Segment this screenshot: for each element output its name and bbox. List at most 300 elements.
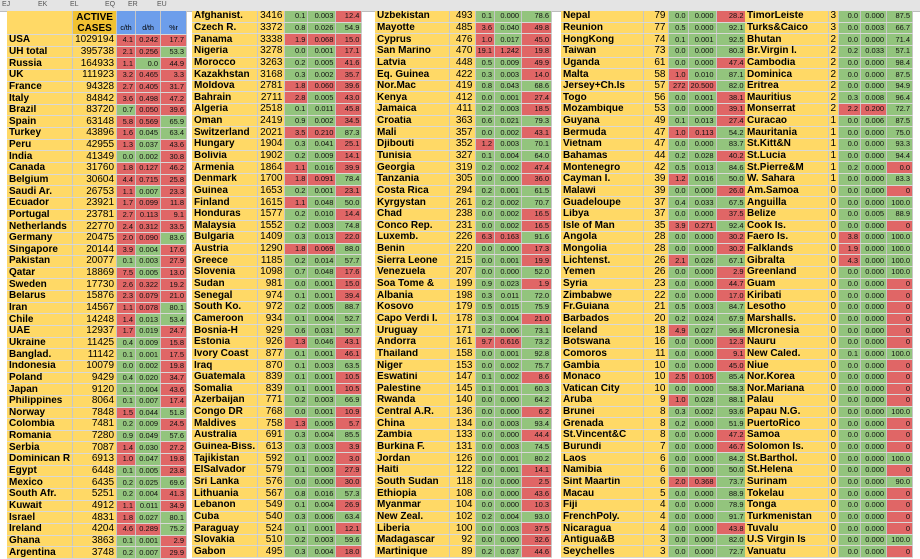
active-cases-value[interactable]: 549 [258, 499, 285, 511]
cases-per-thousand[interactable]: 0.0 [668, 336, 688, 348]
country-name[interactable]: USA [7, 35, 73, 47]
deaths-per-thousand[interactable]: 0.000 [861, 267, 887, 279]
cases-per-thousand[interactable]: 0.0 [839, 34, 861, 46]
cases-per-thousand[interactable]: 0.3 [839, 92, 861, 104]
recovered-percent[interactable]: 0 [887, 313, 913, 325]
table-row[interactable] [561, 546, 746, 558]
country-name[interactable]: Nicaragua [561, 523, 643, 535]
deaths-per-thousand[interactable]: 0.000 [688, 11, 716, 22]
table-row[interactable] [192, 22, 362, 34]
country-name[interactable]: Malawi [561, 185, 643, 197]
deaths-per-thousand[interactable]: 0.016 [308, 488, 336, 500]
country-name[interactable]: France [7, 81, 73, 93]
country-name[interactable]: Kiribati [745, 290, 828, 302]
country-name[interactable]: UAE [7, 326, 73, 338]
recovered-percent[interactable]: 30.2 [716, 232, 746, 244]
cases-per-thousand[interactable]: 1.3 [285, 336, 308, 348]
deaths-per-thousand[interactable]: 0.000 [688, 523, 716, 535]
deaths-per-thousand[interactable]: 0.465 [136, 69, 161, 81]
table-row[interactable] [192, 34, 362, 46]
sub-header-2[interactable]: %r [161, 11, 187, 35]
deaths-per-thousand[interactable]: 0.011 [308, 104, 336, 116]
deaths-per-thousand[interactable]: 0.037 [495, 546, 522, 558]
cases-per-thousand[interactable]: 0.0 [668, 348, 688, 360]
country-name[interactable]: Ukraine [7, 337, 73, 349]
active-cases-value[interactable]: 1185 [258, 255, 285, 267]
cases-per-thousand[interactable]: 0.0 [839, 441, 861, 453]
table-row[interactable] [7, 197, 187, 209]
country-name[interactable]: Yemen [561, 267, 643, 279]
cases-per-thousand[interactable]: 0.2 [117, 488, 136, 500]
deaths-per-thousand[interactable]: 0.000 [688, 546, 716, 558]
country-name[interactable]: Gibralta [745, 255, 828, 267]
deaths-per-thousand[interactable]: 0.000 [861, 220, 887, 232]
country-name[interactable]: Falklands [745, 243, 828, 255]
deaths-per-thousand[interactable]: 0.000 [861, 441, 887, 453]
country-name[interactable]: Indonesia [7, 360, 73, 372]
active-cases-value[interactable]: 145 [449, 383, 475, 395]
recovered-percent[interactable]: 9.1 [716, 348, 746, 360]
country-name[interactable]: Finland [192, 197, 258, 209]
deaths-per-thousand[interactable]: 0.000 [861, 80, 887, 92]
active-cases-value[interactable]: 49 [643, 115, 668, 127]
recovered-percent[interactable]: 93.3 [887, 139, 913, 151]
active-cases-value[interactable]: 238 [449, 208, 475, 220]
table-row[interactable] [192, 220, 362, 232]
country-name[interactable]: Venezuela [375, 267, 449, 279]
cases-per-thousand[interactable]: 0.0 [839, 534, 861, 546]
cases-per-thousand[interactable]: 0.0 [668, 546, 688, 558]
cases-per-thousand[interactable]: 0.1 [285, 313, 308, 325]
active-cases-value[interactable]: 84842 [73, 93, 117, 105]
deaths-per-thousand[interactable]: 0.007 [136, 547, 161, 559]
cases-per-thousand[interactable]: 0.2 [475, 185, 495, 197]
active-cases-value[interactable]: 22770 [73, 221, 117, 233]
recovered-percent[interactable]: 64.2 [522, 395, 552, 407]
country-name[interactable]: Aruba [561, 395, 643, 407]
country-name[interactable]: U.S Virgin Is [745, 534, 828, 546]
recovered-percent[interactable]: 51.8 [161, 407, 187, 419]
country-name[interactable]: South Afr. [7, 488, 73, 500]
cases-per-thousand[interactable]: 0.0 [839, 418, 861, 430]
deaths-per-thousand[interactable]: 0.0 [136, 58, 161, 70]
deaths-per-thousand[interactable]: 0.069 [308, 243, 336, 255]
table-row[interactable] [375, 348, 552, 360]
active-cases-value[interactable]: 0 [828, 220, 839, 232]
deaths-per-thousand[interactable]: 0.013 [688, 162, 716, 174]
cases-per-thousand[interactable]: 1.0 [668, 395, 688, 407]
recovered-percent[interactable]: 17.6 [161, 244, 187, 256]
cases-per-thousand[interactable]: 0.0 [668, 383, 688, 395]
deaths-per-thousand[interactable]: 0.289 [136, 523, 161, 535]
deaths-per-thousand[interactable]: 0.000 [495, 430, 522, 442]
recovered-percent[interactable]: 88.0 [336, 243, 362, 255]
table-row[interactable] [192, 325, 362, 337]
deaths-per-thousand[interactable]: 0.113 [688, 127, 716, 139]
active-cases-value[interactable]: 4 [643, 523, 668, 535]
table-row[interactable] [192, 80, 362, 92]
table-row[interactable] [561, 371, 746, 383]
deaths-per-thousand[interactable]: 0.020 [136, 372, 161, 384]
active-cases-value[interactable]: 89 [449, 546, 475, 558]
active-cases-value[interactable]: 3 [828, 22, 839, 34]
recovered-percent[interactable]: 88.9 [716, 488, 746, 500]
table-row[interactable] [192, 371, 362, 383]
country-name[interactable]: Canada [7, 163, 73, 175]
active-cases-value[interactable]: 171 [449, 325, 475, 337]
recovered-percent[interactable]: 73.2 [522, 336, 552, 348]
table-row[interactable] [192, 488, 362, 500]
table-row[interactable] [745, 476, 913, 488]
cases-per-thousand[interactable]: 0.0 [839, 511, 861, 523]
table-row[interactable] [745, 162, 913, 174]
deaths-per-thousand[interactable]: 0.003 [495, 139, 522, 151]
recovered-percent[interactable]: 17.5 [161, 349, 187, 361]
recovered-percent[interactable]: 0 [887, 302, 913, 314]
deaths-per-thousand[interactable]: 0.001 [495, 464, 522, 476]
cases-per-thousand[interactable]: 0.0 [668, 208, 688, 220]
active-cases-value[interactable]: 22 [643, 290, 668, 302]
active-cases-value[interactable]: 4204 [73, 523, 117, 535]
table-row[interactable] [561, 511, 746, 523]
cases-per-thousand[interactable]: 3.2 [117, 69, 136, 81]
table-row[interactable] [745, 395, 913, 407]
country-name[interactable]: Morocco [192, 57, 258, 69]
table-row[interactable] [745, 243, 913, 255]
country-name[interactable]: Slovakia [192, 534, 258, 546]
recovered-percent[interactable]: 80.1 [161, 302, 187, 314]
country-name[interactable]: Greenland [745, 267, 828, 279]
recovered-percent[interactable]: 83.6 [161, 232, 187, 244]
country-name[interactable]: St.Pierre&M [745, 162, 828, 174]
cases-per-thousand[interactable]: 0.0 [668, 430, 688, 442]
col-letter[interactable]: EK [38, 1, 48, 8]
recovered-percent[interactable]: 69.6 [161, 477, 187, 489]
cases-per-thousand[interactable]: 0.2 [285, 220, 308, 232]
cases-per-thousand[interactable]: 0.0 [839, 453, 861, 465]
deaths-per-thousand[interactable]: 0.000 [861, 383, 887, 395]
table-row[interactable] [375, 302, 552, 314]
recovered-percent[interactable]: 0 [887, 546, 913, 558]
recovered-percent[interactable]: 57.6 [161, 430, 187, 442]
country-name[interactable]: Br.Virgin I. [745, 45, 828, 57]
deaths-per-thousand[interactable]: 0.043 [495, 80, 522, 92]
active-cases-value[interactable]: 1029194 [73, 35, 117, 47]
recovered-percent[interactable]: 14.1 [336, 150, 362, 162]
table-row[interactable] [375, 499, 552, 511]
cases-per-thousand[interactable]: 3.8 [839, 232, 861, 244]
table-row[interactable] [745, 267, 913, 279]
cases-per-thousand[interactable]: 0.0 [475, 173, 495, 185]
cases-per-thousand[interactable]: 2.2 [839, 104, 861, 116]
table-row[interactable] [561, 336, 746, 348]
country-name[interactable]: Austria [192, 243, 258, 255]
country-name[interactable]: Togo [561, 92, 643, 104]
country-name[interactable]: Vanuatu [745, 546, 828, 558]
cases-per-thousand[interactable]: 0.4 [117, 337, 136, 349]
cases-per-thousand[interactable]: 1.6 [117, 128, 136, 140]
cases-per-thousand[interactable]: 2.6 [117, 279, 136, 291]
deaths-per-thousand[interactable]: 0.000 [688, 290, 716, 302]
deaths-per-thousand[interactable]: 0.002 [136, 360, 161, 372]
cases-per-thousand[interactable]: 0.1 [839, 348, 861, 360]
table-row[interactable] [745, 255, 913, 267]
country-name[interactable]: Argentina [7, 547, 73, 559]
active-cases-value[interactable]: 0 [828, 441, 839, 453]
table-row[interactable] [375, 511, 552, 523]
table-row[interactable] [561, 278, 746, 290]
country-name[interactable]: Portugal [7, 209, 73, 221]
recovered-percent[interactable]: 17.3 [522, 243, 552, 255]
country-name[interactable]: Bermuda [561, 127, 643, 139]
country-name[interactable]: Italy [7, 93, 73, 105]
table-row[interactable] [375, 45, 552, 57]
active-cases-value[interactable]: 8 [643, 406, 668, 418]
country-name[interactable]: Malaysia [192, 220, 258, 232]
active-cases-value[interactable]: 30604 [73, 174, 117, 186]
recovered-percent[interactable]: 23.8 [161, 465, 187, 477]
deaths-per-thousand[interactable]: 0.000 [861, 453, 887, 465]
active-cases-value[interactable]: 42 [643, 162, 668, 174]
active-cases-value[interactable]: 2 [828, 45, 839, 57]
table-row[interactable] [561, 185, 746, 197]
cases-per-thousand[interactable]: 1.4 [117, 314, 136, 326]
cases-per-thousand[interactable]: 0.2 [668, 150, 688, 162]
recovered-percent[interactable]: 24.5 [161, 419, 187, 431]
table-row[interactable] [375, 162, 552, 174]
country-name[interactable]: Croatia [375, 115, 449, 127]
active-cases-value[interactable]: 758 [258, 418, 285, 430]
table-row[interactable] [7, 209, 187, 221]
recovered-percent[interactable]: 78.6 [522, 11, 552, 22]
country-name[interactable]: Grenada [561, 418, 643, 430]
deaths-per-thousand[interactable]: 0.027 [136, 512, 161, 524]
cases-per-thousand[interactable]: 2.0 [668, 476, 688, 488]
recovered-percent[interactable]: 19.8 [161, 454, 187, 466]
table-row[interactable] [561, 488, 746, 500]
deaths-per-thousand[interactable]: 0.011 [495, 290, 522, 302]
country-name[interactable]: Costa Rica [375, 185, 449, 197]
deaths-per-thousand[interactable]: 0.002 [136, 151, 161, 163]
country-name[interactable]: Panama [192, 34, 258, 46]
active-cases-value[interactable]: 37 [643, 197, 668, 209]
cases-per-thousand[interactable]: 0.4 [668, 197, 688, 209]
cases-per-thousand[interactable]: 0.3 [285, 430, 308, 442]
cases-per-thousand[interactable]: 1.1 [117, 186, 136, 198]
table-row[interactable] [745, 546, 913, 558]
country-name[interactable]: Mozambique [561, 104, 643, 116]
recovered-percent[interactable]: 41.3 [161, 488, 187, 500]
table-row[interactable] [7, 442, 187, 454]
deaths-per-thousand[interactable]: 0.000 [688, 278, 716, 290]
country-name[interactable]: Antigua&B [561, 534, 643, 546]
table-row[interactable] [375, 488, 552, 500]
cases-per-thousand[interactable]: 0.7 [285, 267, 308, 279]
table-row[interactable] [192, 348, 362, 360]
recovered-percent[interactable]: 47.2 [161, 93, 187, 105]
recovered-percent[interactable]: 15.8 [161, 337, 187, 349]
country-name[interactable]: India [7, 151, 73, 163]
recovered-percent[interactable]: 5.7 [336, 418, 362, 430]
active-cases-value[interactable]: 77 [643, 22, 668, 34]
country-name[interactable]: Barbados [561, 313, 643, 325]
country-name[interactable]: Afghanist. [192, 11, 258, 22]
country-name[interactable]: Guinea-Biss. [192, 441, 258, 453]
recovered-percent[interactable]: 43.1 [336, 336, 362, 348]
cases-per-thousand[interactable]: 0.0 [839, 11, 861, 22]
cases-per-thousand[interactable]: 0.2 [285, 534, 308, 546]
deaths-per-thousand[interactable]: 0.000 [861, 511, 887, 523]
country-name[interactable]: Sri Lanka [192, 476, 258, 488]
cases-per-thousand[interactable]: 0.0 [668, 267, 688, 279]
table-row[interactable] [192, 255, 362, 267]
recovered-percent[interactable]: 85.5 [336, 430, 362, 442]
cases-per-thousand[interactable]: 0.2 [839, 45, 861, 57]
deaths-per-thousand[interactable]: 0.099 [136, 197, 161, 209]
active-cases-value[interactable]: 448 [449, 57, 475, 69]
cases-per-thousand[interactable]: 1.0 [117, 454, 136, 466]
deaths-per-thousand[interactable]: 0.004 [136, 244, 161, 256]
active-cases-value[interactable]: 419 [449, 80, 475, 92]
country-name[interactable]: Eritrea [745, 80, 828, 92]
table-row[interactable] [375, 546, 552, 558]
country-name[interactable]: Botswana [561, 336, 643, 348]
recovered-percent[interactable]: 94.9 [887, 80, 913, 92]
recovered-percent[interactable]: 90.0 [887, 476, 913, 488]
deaths-per-thousand[interactable]: 0.004 [308, 546, 336, 558]
deaths-per-thousand[interactable]: 0.000 [861, 360, 887, 372]
country-name[interactable]: ElSalvador [192, 464, 258, 476]
table-row[interactable] [375, 80, 552, 92]
recovered-percent[interactable]: 22.0 [336, 232, 362, 244]
cases-per-thousand[interactable]: 3.9 [117, 244, 136, 256]
deaths-per-thousand[interactable]: 0.000 [861, 185, 887, 197]
cases-per-thousand[interactable]: 0.1 [475, 371, 495, 383]
cases-per-thousand[interactable]: 3.6 [117, 93, 136, 105]
recovered-percent[interactable]: 60.3 [522, 383, 552, 395]
country-name[interactable]: Tajikistan [192, 453, 258, 465]
active-cases-value[interactable]: 53 [643, 104, 668, 116]
table-row[interactable] [192, 395, 362, 407]
cases-per-thousand[interactable]: 0.0 [475, 348, 495, 360]
cases-per-thousand[interactable]: 0.0 [668, 104, 688, 116]
deaths-per-thousand[interactable]: 0.000 [495, 173, 522, 185]
table-row[interactable] [7, 535, 187, 547]
active-cases-value[interactable]: 2021 [258, 127, 285, 139]
deaths-per-thousand[interactable]: 0.000 [861, 278, 887, 290]
deaths-per-thousand[interactable]: 0.000 [861, 255, 887, 267]
active-cases-value[interactable]: 839 [258, 371, 285, 383]
deaths-per-thousand[interactable]: 0.000 [861, 162, 887, 174]
deaths-per-thousand[interactable]: 0.000 [861, 139, 887, 151]
cases-per-thousand[interactable]: 0.2 [285, 150, 308, 162]
table-row[interactable] [561, 11, 746, 22]
cases-per-thousand[interactable]: 7.5 [117, 267, 136, 279]
cases-per-thousand[interactable]: 4.1 [117, 35, 136, 47]
country-name[interactable]: Honduras [192, 208, 258, 220]
active-cases-value[interactable]: 47 [643, 139, 668, 151]
deaths-per-thousand[interactable]: 0.000 [495, 243, 522, 255]
cases-per-thousand[interactable]: 0.3 [285, 441, 308, 453]
cases-per-thousand[interactable]: 0.1 [285, 371, 308, 383]
deaths-per-thousand[interactable]: 0.009 [136, 419, 161, 431]
country-name[interactable]: Nepal [561, 11, 643, 22]
table-row[interactable] [745, 348, 913, 360]
country-name[interactable]: Bulgaria [192, 232, 258, 244]
table-row[interactable] [745, 197, 913, 209]
table-row[interactable] [192, 57, 362, 69]
active-cases-value[interactable]: 0 [828, 243, 839, 255]
active-cases-value[interactable]: 226 [449, 232, 475, 244]
country-name[interactable]: Jersey+Ch.Is [561, 80, 643, 92]
cases-per-thousand[interactable]: 0.2 [117, 477, 136, 489]
country-name[interactable]: Seychelles [561, 546, 643, 558]
active-cases-value[interactable]: 179 [449, 302, 475, 314]
deaths-per-thousand[interactable]: 0.113 [136, 209, 161, 221]
cases-per-thousand[interactable]: 0.0 [839, 476, 861, 488]
country-name[interactable]: Malta [561, 69, 643, 81]
deaths-per-thousand[interactable]: 0.000 [688, 499, 716, 511]
recovered-percent[interactable]: 96.8 [716, 325, 746, 337]
deaths-per-thousand[interactable]: 0.005 [308, 302, 336, 314]
table-row[interactable] [561, 162, 746, 174]
table-row[interactable] [7, 384, 187, 396]
cases-per-thousand[interactable]: 4.3 [839, 255, 861, 267]
table-row[interactable] [192, 243, 362, 255]
country-name[interactable]: Denmark [192, 173, 258, 185]
recovered-percent[interactable]: 67.5 [716, 197, 746, 209]
cases-per-thousand[interactable]: 2.4 [117, 221, 136, 233]
cases-per-thousand[interactable]: 0.2 [285, 395, 308, 407]
table-row[interactable] [745, 220, 913, 232]
active-cases-value[interactable]: 5 [643, 488, 668, 500]
active-cases-value[interactable]: 261 [449, 197, 475, 209]
deaths-per-thousand[interactable]: 0.000 [861, 464, 887, 476]
recovered-percent[interactable]: 18.5 [522, 104, 552, 116]
table-row[interactable] [375, 173, 552, 185]
recovered-percent[interactable]: 51.9 [716, 418, 746, 430]
active-cases-value[interactable]: 133 [449, 430, 475, 442]
recovered-percent[interactable]: 43.6 [522, 488, 552, 500]
deaths-per-thousand[interactable]: 0.000 [861, 546, 887, 558]
table-row[interactable] [561, 232, 746, 244]
table-row[interactable] [192, 267, 362, 279]
active-cases-value[interactable]: 0 [828, 336, 839, 348]
active-cases-value[interactable]: 510 [258, 534, 285, 546]
table-row[interactable] [192, 523, 362, 535]
cases-per-thousand[interactable]: 0.2 [475, 546, 495, 558]
recovered-percent[interactable]: 8.6 [522, 371, 552, 383]
table-row[interactable] [561, 302, 746, 314]
table-row[interactable] [561, 290, 746, 302]
active-cases-value[interactable]: 3338 [258, 34, 285, 46]
country-name[interactable]: Dominican R [7, 454, 73, 466]
country-name[interactable]: Luxemb. [375, 232, 449, 244]
country-name[interactable]: Slovenia [192, 267, 258, 279]
table-row[interactable] [375, 255, 552, 267]
sub-header-1[interactable]: d/th [136, 11, 161, 35]
cases-per-thousand[interactable]: 0.0 [839, 208, 861, 220]
cases-per-thousand[interactable]: 0.1 [668, 115, 688, 127]
active-cases-value[interactable]: 3 [643, 546, 668, 558]
deaths-per-thousand[interactable]: 0.000 [688, 22, 716, 34]
active-cases-value[interactable]: 2 [828, 57, 839, 69]
deaths-per-thousand[interactable]: 0.006 [861, 115, 887, 127]
recovered-percent[interactable]: 43.0 [336, 92, 362, 104]
recovered-percent[interactable]: 0 [887, 441, 913, 453]
deaths-per-thousand[interactable]: 0.000 [861, 430, 887, 442]
recovered-percent[interactable]: 29.9 [161, 547, 187, 559]
